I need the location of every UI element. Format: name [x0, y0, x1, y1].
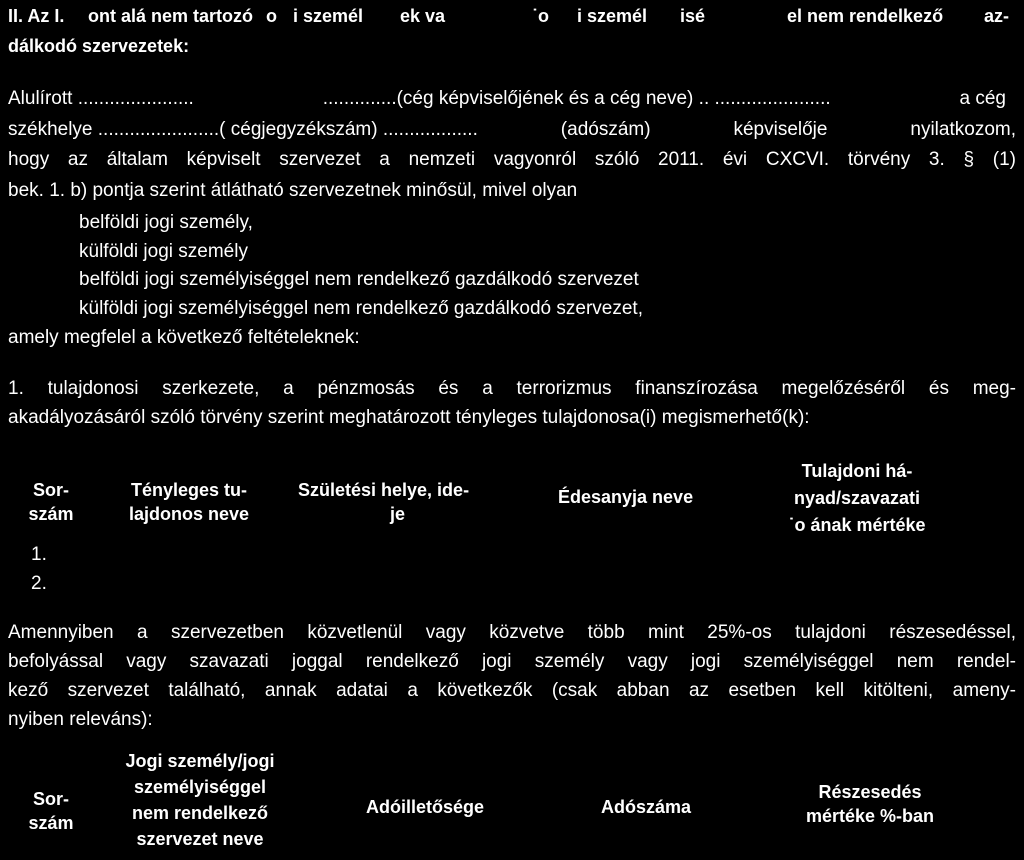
heading-part: II. Az I.	[8, 6, 65, 26]
header-line: je	[390, 504, 406, 524]
declaration-part: nyilatkozom,	[910, 119, 1016, 140]
header-line: nyad/szavazati	[793, 488, 921, 508]
header-line: személyiséggel	[133, 777, 267, 797]
header-line: mértéke %-ban	[805, 806, 935, 826]
declaration-part: székhelye .......................( cégjegyzékszám) ..................	[8, 119, 478, 140]
header-line: szervezet neve	[136, 829, 264, 849]
point-1-line-1: 1. tulajdonosi szerkezete, a pénzmosás és a terrorizmus finanszírozása megelőzéséről és meg-	[8, 378, 1016, 399]
table-header-mother-name	[558, 487, 693, 508]
table-header-entity-name	[100, 748, 300, 852]
declaration-part: (adószám)	[560, 119, 651, 140]
declaration-part: ..............(cég képviselőjének és a cég neve) .. ......................	[322, 88, 831, 109]
heading-part: i személ	[577, 6, 648, 26]
declaration-part: képviselője	[733, 119, 828, 140]
header-line: Születési helye, ide-	[298, 480, 470, 500]
header-line: nem rendelkező	[131, 803, 269, 823]
table-header-tax-residence	[366, 797, 484, 818]
table-row-number: 1.	[31, 544, 47, 565]
table-header-row-number	[8, 787, 94, 835]
declaration-part: Alulírott ......................	[8, 88, 194, 109]
heading-part: o	[266, 6, 277, 26]
table-header-birth	[298, 478, 469, 526]
declaration-line-3: hogy az általam képviselt szervezet a nemzeti vagyonról szóló 2011. évi CXCVI. törvény 3. § (1)	[8, 149, 1016, 170]
table-header-ownership	[752, 458, 962, 539]
header-line: lajdonos neve	[128, 504, 250, 524]
paragraph-line: Amennyiben a szervezetben közvetlenül vagy közvetve több mint 25%-os tulajdoni részesedéssel,	[8, 622, 1016, 643]
header-line: szám	[28, 504, 74, 524]
header-line: Részesedés	[818, 782, 922, 802]
paragraph-line: nyiben releváns):	[8, 709, 153, 730]
header-line: Tulajdoni há-	[801, 461, 913, 481]
heading-line-2: dálkodó szervezetek:	[8, 36, 190, 56]
list-item: belföldi jogi személyiséggel nem rendelkező gazdálkodó szervezet	[79, 269, 639, 290]
heading-part: az-	[984, 6, 1010, 26]
header-line: Adóilletősége	[366, 797, 485, 817]
declaration-line-4: bek. 1. b) pontja szerint átlátható szervezetnek minősül, mivel olyan	[8, 180, 578, 201]
header-line: szám	[28, 813, 74, 833]
conditions-intro: amely megfelel a következő feltételeknek:	[8, 327, 360, 348]
list-item: külföldi jogi személy	[79, 241, 248, 262]
table-header-owner-name	[106, 478, 272, 526]
table-row-number: 2.	[31, 573, 47, 594]
header-line: ˙o ának mértéke	[788, 515, 926, 535]
heading-part: ek va	[400, 6, 446, 26]
declaration-line-2	[8, 119, 1016, 141]
paragraph-line: kező szervezet található, annak adatai a következők (csak abban az esetben kell kitölteni, ameny-	[8, 680, 1016, 701]
heading-part: el nem rendelkező	[787, 6, 944, 26]
table-header-tax-number	[601, 797, 691, 818]
heading-part: ont alá nem tartozó	[88, 6, 254, 26]
header-line: Sor-	[33, 789, 69, 809]
header-line: Sor-	[33, 480, 69, 500]
header-line: Adószáma	[601, 797, 692, 817]
header-line: Tényleges tu-	[130, 480, 248, 500]
list-item: belföldi jogi személy,	[79, 212, 253, 233]
declaration-part: a cég	[959, 88, 1006, 109]
header-line: Édesanyja neve	[558, 487, 694, 507]
table-header-row-number	[8, 478, 94, 526]
heading-part: isé	[680, 6, 706, 26]
declaration-line-1	[8, 88, 1006, 110]
point-1-line-2: akadályozásáról szóló törvény szerint meghatározott tényleges tulajdonosa(i) megismerhető(k):	[8, 407, 810, 428]
paragraph-line: befolyással vagy szavazati joggal rendelkező jogi személy vagy jogi személyiséggel nem rendel-	[8, 651, 1016, 672]
table-header-share	[770, 780, 970, 828]
header-line: Jogi személy/jogi	[125, 751, 275, 771]
list-item: külföldi jogi személyiséggel nem rendelkező gazdálkodó szervezet,	[79, 298, 643, 319]
heading-part: i személ	[293, 6, 364, 26]
heading-part: ˙o	[532, 6, 549, 26]
